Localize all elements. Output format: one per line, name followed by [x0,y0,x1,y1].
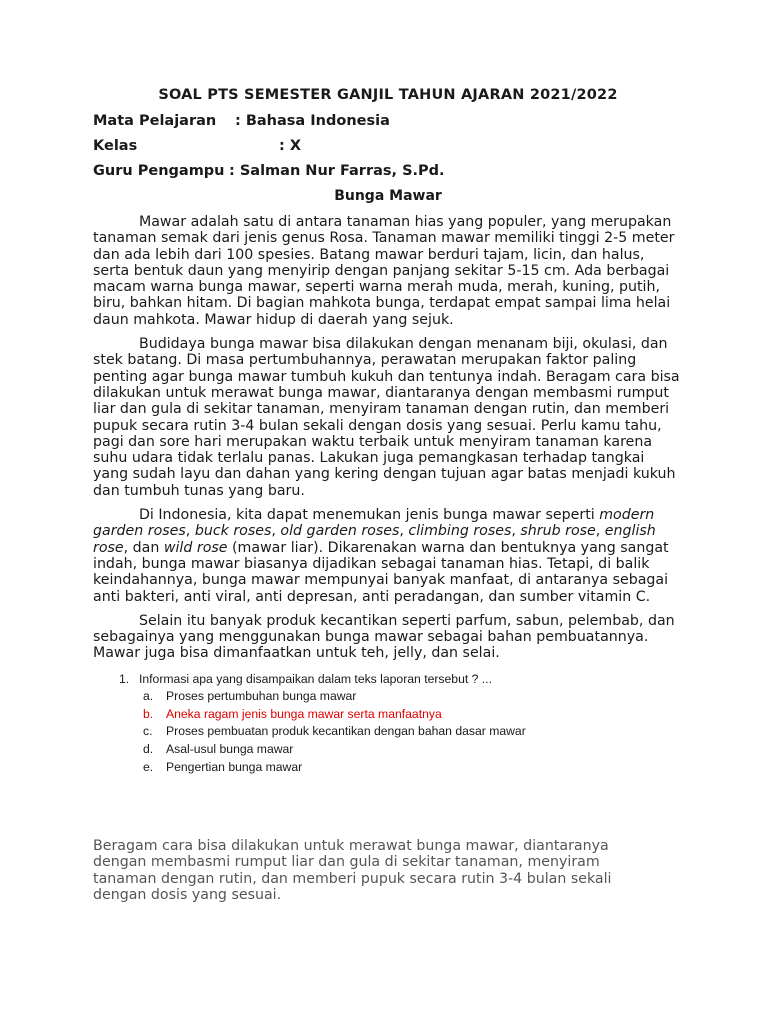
option-letter: d. [143,742,154,757]
p3-rest: (mawar liar). Dikarenakan warna dan bentuknya yang sangat indah, bunga mawar biasanya dijadikan sebagai tanaman hias. Tetapi, di balik keindahannya, bunga mawar mempunyai banyak manfaat, di antaranya sebagai anti bakteri, anti viral, anti depresan, anti peradangan, dan sumber vitamin C. [93,539,669,605]
paragraph-3: Di Indonesia, kita dapat menemukan jenis bunga mawar seperti modern garden roses, buck roses, old garden roses, climbing roses, shrub rose, english rose, dan wild rose (mawar liar). Dikarenakan warna dan bentuknya yang sangat indah, bunga mawar biasanya dijadikan sebagai tanaman hias. Tetapi, di balik keindahannya, bunga mawar mempunyai banyak manfaat, di antaranya sebagai anti bakteri, anti viral, anti depresan, anti peradangan, dan sumber vitamin C. [93,507,669,605]
option-letter: c. [143,724,153,739]
rose-type-6: english rose [93,523,656,556]
p3-intro: Di Indonesia, kita dapat menemukan jenis bunga mawar seperti [139,507,600,524]
option-a [93,688,683,706]
option-text: Proses pertumbuhan bunga mawar [166,688,357,703]
question-item [93,670,683,688]
exam-title: SOAL PTS SEMESTER GANJIL TAHUN AJARAN 2021/2022 [158,87,618,103]
teacher-value: : Salman Nur Farras, S.Pd. [229,163,445,179]
rose-type-4: climbing roses [408,523,512,540]
option-d [93,741,683,759]
subject-value: : Bahasa Indonesia [235,113,390,129]
subject-label: Mata Pelajaran [93,113,217,129]
option-text: Proses pembuatan produk kecantikan dengan bahan dasar mawar [166,724,526,739]
answer-options [93,688,683,777]
option-letter: b. [143,706,154,721]
rose-type-3: old garden roses [280,523,400,540]
rose-type-5: shrub rose [520,523,596,540]
option-text: Asal-usul bunga mawar [166,742,294,757]
teacher-label: Guru Pengampu [93,163,225,179]
option-text: Aneka ragam jenis bunga mawar serta manfaatnya [166,706,442,721]
document-page [93,86,683,777]
option-text: Pengertian bunga mawar [166,759,303,774]
rose-type-2: buck roses [194,523,272,540]
rose-type-1: modern garden roses [93,507,655,540]
article-title: Bunga Mawar [334,188,442,204]
paragraph-1: Mawar adalah satu di antara tanaman hias yang populer, yang merupakan tanaman semak dari jenis genus Rosa. Tanaman mawar memiliki tinggi 2-5 meter dan ada lebih dari 100 spesies. Batang mawar berduri tajam, licin, dan halus, serta bentuk daun yang menyirip dengan panjang sekitar 5-15 cm. Ada berbagai macam warna bunga mawar, seperti warna merah muda, merah, kuning, putih, biru, bahkan hitam. Di bagian mahkota bunga, terdapat empat sampai lima helai daun mahkota. Mawar hidup di daerah yang sejuk. [93,214,675,328]
option-letter: e. [143,759,154,774]
paragraph-2: Budidaya bunga mawar bisa dilakukan dengan menanam biji, okulasi, dan stek batang. Di masa pertumbuhannya, perawatan merupakan faktor paling penting agar bunga mawar tumbuh kukuh dan tentunya indah. Beragam cara bisa dilakukan untuk merawat bunga mawar, diantaranya dengan membasmi rumput liar dan gula di sekitar tanaman, menyiram tanaman dengan rutin, dan memberi pupuk secara rutin 3-4 bulan sekali dengan dosis yang sesuai. Perlu kamu tahu, pagi dan sore hari merupakan waktu terbaik untuk menyiram tanaman karena suhu udara tidak terlalu panas. Lakukan juga pemangkasan terhadap tangkai yang sudah layu dan dahan yang kering dengan tujuan agar batas menjadi kukuh dan tumbuh tunas yang baru. [93,336,680,499]
question-list [93,670,683,777]
question-number: 1. [119,671,130,686]
rose-type-7: wild rose [163,539,228,556]
footer-excerpt: Beragam cara bisa dilakukan untuk merawat bunga mawar, diantaranya dengan membasmi rumput liar dan gula di sekitar tanaman, menyiram tanaman dengan rutin, dan memberi pupuk secara rutin 3-4 bulan sekali dengan dosis yang sesuai. [93,838,612,903]
question-text: Informasi apa yang disampaikan dalam teks laporan tersebut ? ... [139,671,492,686]
class-row [93,137,683,155]
class-value: : X [279,138,302,154]
option-b-correct [93,706,683,724]
subject-row [93,112,683,130]
option-e [93,759,683,777]
teacher-row [93,162,683,180]
option-c [93,723,683,741]
option-letter: a. [143,688,154,703]
paragraph-4: Selain itu banyak produk kecantikan seperti parfum, sabun, pelembab, dan sebagainya yang menggunakan bunga mawar sebagai bahan pembuatannya. Mawar juga bisa dimanfaatkan untuk teh, jelly, dan selai. [93,612,675,662]
class-label: Kelas [93,138,138,154]
